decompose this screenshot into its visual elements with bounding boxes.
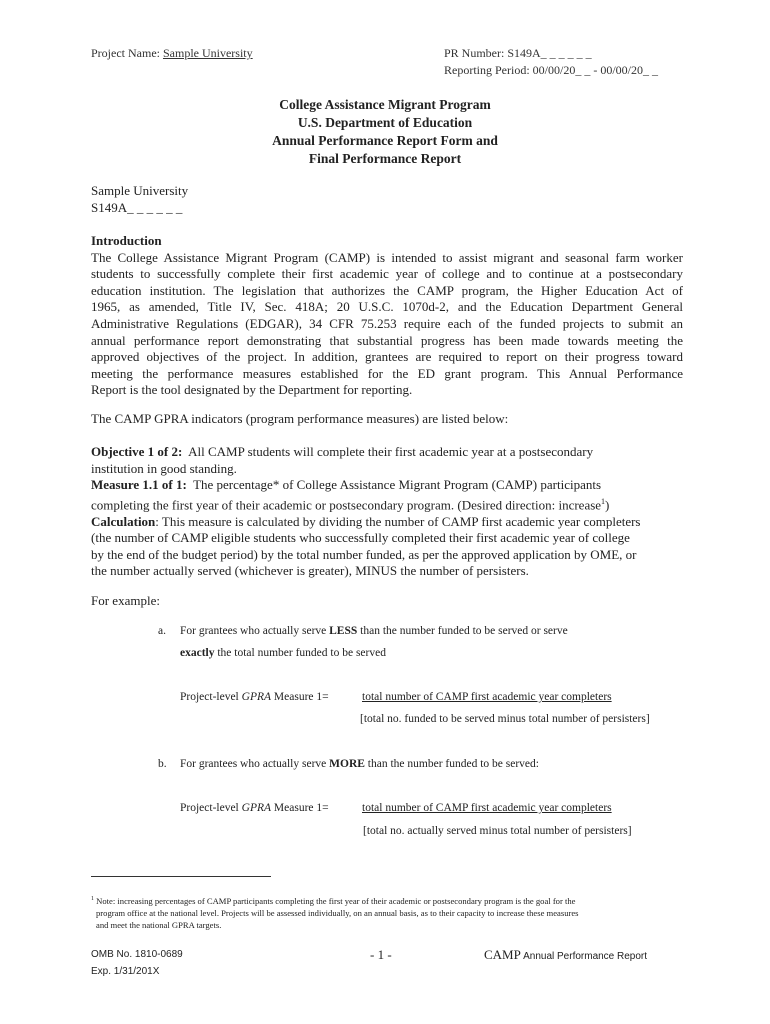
project-name-value: Sample University <box>162 46 253 60</box>
document-title <box>0 96 770 168</box>
measure-text-2: completing the first year of their academic or postsecondary program. (Desired direction: increase <box>91 497 602 513</box>
calculation-text: : This measure is calculated by dividing the number of CAMP first academic year completers <box>155 513 641 529</box>
calculation-line-1 <box>91 514 683 531</box>
gpra-intro: The CAMP GPRA indicators (program performance measures) are listed below: <box>91 411 509 426</box>
measure-line-2 <box>91 494 683 514</box>
for-example: For example: <box>91 593 160 608</box>
expiration-date: Exp. 1/31/201X <box>91 966 160 977</box>
footnote-line-2: program office at the national level. Projects will be assessed individually, on an annual basis, as to their capacity to increase these measures <box>96 907 579 918</box>
case-a-text-post: than the number funded to be served or serve <box>357 625 568 637</box>
formula-post: Measure 1= <box>271 691 329 703</box>
title-line: Annual Performance Report Form and <box>272 133 498 148</box>
footnote-divider <box>91 876 271 877</box>
objective-line-2: institution in good standing. <box>91 460 237 476</box>
title-line: College Assistance Migrant Program <box>279 97 491 112</box>
footnote-ref[interactable]: 1 <box>601 496 606 506</box>
title-line: Final Performance Report <box>308 151 462 166</box>
measure-text: The percentage* of College Assistance Migrant Program (CAMP) participants <box>193 477 602 493</box>
grantee-number: S149A_ _ _ _ _ _ <box>91 199 183 215</box>
case-a-text <box>180 625 568 637</box>
introduction-line: annual performance report demonstrating that substantial progress has been made towards meeting the <box>91 332 683 348</box>
introduction-line: The College Assistance Migrant Program (CAMP) is intended to assist migrant and seasonal farm worker <box>91 249 683 265</box>
reporting-period: Reporting Period: 00/00/20_ _ - 00/00/20_ _ <box>444 63 658 77</box>
case-a-marker: a. <box>158 625 166 637</box>
case-b-formula-label <box>180 802 329 814</box>
introduction-section <box>91 233 683 399</box>
grantee-name: Sample University <box>91 183 189 198</box>
measure-line-1 <box>91 477 683 494</box>
case-b-denominator: [total no. actually served minus total number of persisters] <box>363 825 632 837</box>
introduction-line: Administrative Regulations (EDGAR), 34 CFR 75.253 require each of the funded projects to submit an <box>91 315 683 331</box>
report-name <box>484 946 647 964</box>
project-name-label: Project Name: <box>91 46 160 60</box>
calculation-line: by the end of the budget period) by the total number funded, as per the approved application by OME, or <box>91 546 637 562</box>
project-name <box>91 46 253 61</box>
footnote-line-1 <box>91 893 685 907</box>
introduction-line: Report is the tool designated by the Department for reporting. <box>91 382 413 398</box>
case-b-text-bold: MORE <box>329 758 365 770</box>
case-a-denominator: [total no. funded to be served minus total number of persisters] <box>360 713 650 725</box>
case-a-text-bold: LESS <box>329 625 358 637</box>
formula-post: Measure 1= <box>271 802 329 814</box>
footnote-mark: 1 <box>91 896 94 902</box>
measure-close: ) <box>605 497 610 513</box>
introduction-line: approved objectives of the project. In addition, grantees are required to report on their progress toward <box>91 349 683 365</box>
case-b-numerator: total number of CAMP first academic year completers <box>362 802 612 814</box>
introduction-heading: Introduction <box>91 233 162 248</box>
pr-number: PR Number: S149A_ _ _ _ _ _ <box>444 46 592 60</box>
case-a-numerator: total number of CAMP first academic year completers <box>362 691 612 703</box>
introduction-line: students to successfully complete their first academic year of college and to continue at a postsecondary <box>91 266 683 282</box>
case-a-formula-label <box>180 691 329 703</box>
calculation-line: the number actually served (whichever is greater), MINUS the number of persisters. <box>91 563 529 579</box>
introduction-line: education institution. The legislation that authorizes the CAMP program, the Higher Education Act of <box>91 282 683 298</box>
formula-pre: Project-level <box>180 802 242 814</box>
footnote-line-3: and meet the national GPRA targets. <box>96 919 222 930</box>
case-a-text-pre: For grantees who actually serve <box>180 625 330 637</box>
measure-label: Measure 1.1 of 1: <box>91 477 187 493</box>
introduction-line: 1965, as amended, Title IV, Sec. 418A; 20 U.S.C. 1070d-2, and the Education Department General <box>91 299 683 315</box>
objective-block <box>91 444 683 580</box>
case-b-marker: b. <box>158 758 167 770</box>
case-b-text-pre: For grantees who actually serve <box>180 758 330 770</box>
case-b-text <box>180 758 539 770</box>
omb-number: OMB No. 1810-0689 <box>91 949 183 960</box>
case-a-line-2 <box>180 647 386 659</box>
footnote <box>91 893 685 931</box>
calculation-label: Calculation <box>91 513 156 529</box>
formula-pre: Project-level <box>180 691 242 703</box>
calculation-line: (the number of CAMP eligible students who successfully completed their first academic year of college <box>91 530 630 546</box>
formula-italic: GPRA <box>241 691 272 703</box>
objective-line-1 <box>91 444 683 461</box>
report-name-rest: Annual Performance Report <box>520 951 648 962</box>
page-number: - 1 - <box>370 947 392 962</box>
objective-label: Objective 1 of 2: <box>91 444 183 459</box>
formula-italic: GPRA <box>241 802 272 814</box>
objective-text: All CAMP students will complete their first academic year at a postsecondary <box>188 444 594 459</box>
title-line: U.S. Department of Education <box>297 115 473 130</box>
footnote-text: Note: increasing percentages of CAMP participants completing the first year of their academic or postsecondary program is the goal for the <box>94 895 576 906</box>
case-a-line-2-post: the total number funded to be served <box>214 647 386 659</box>
case-b-text-post: than the number funded to be served: <box>364 758 539 770</box>
report-name-camp: CAMP <box>484 947 521 962</box>
introduction-line: meeting the performance measures established for the ED grant program. This Annual Performance <box>91 365 683 381</box>
case-a-line-2-bold: exactly <box>180 647 215 659</box>
grantee-block <box>91 183 683 216</box>
